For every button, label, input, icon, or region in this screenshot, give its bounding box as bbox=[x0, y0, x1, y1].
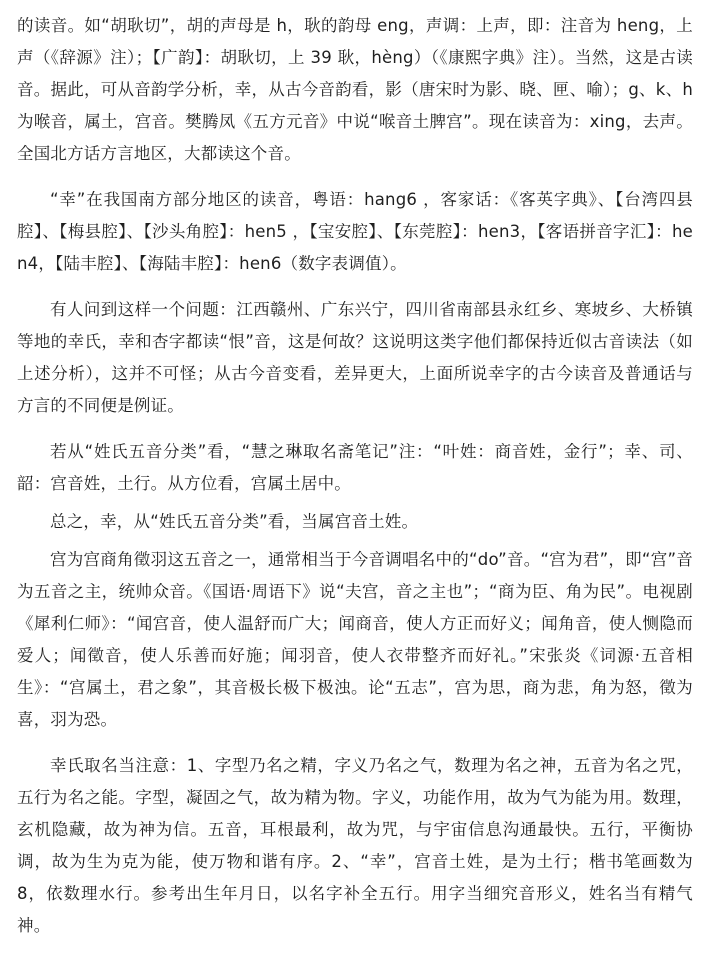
paragraph-naming-advice: 幸氏取名当注意：1、字型乃名之精，字义乃名之气，数理为名之神，五音为名之咒，五行为名之能。字型，凝固之气，故为精为物。字义，功能作用，故为气为能为用。数理，玄机隐藏，故为神为信。五音，耳根最利，故为咒，与宇宙信息沟通最快。五行，平衡协调，故为生为克为能，使万物和谐有序。2、“幸”，宫音土姓，是为土行；楷书笔画数为 8，依数理水行。参考出生年月日，以名字补全五行。用字当细究音形义，姓名当有精气神。 bbox=[17, 756, 693, 935]
paragraph-gu-reading: 的读音。如“胡耿切”，胡的声母是 h，耿的韵母 eng，声调：上声，即：注音为 heng，上声（《辞源》注）；【广韵】：胡耿切，上 39 耿，hèng）（《康熙字典》注）。当然，这是古读音。据此，可从音韵学分析，幸，从古今音韵看，影（唐宋时为影、晓、匣、喻）；g、k、h 为喉音，属土，宫音。樊腾凤《五方元音》中说“喉音土脾宫”。现在读音为：xing，去声。全国北方话方言地区，大都读这个音。 bbox=[17, 16, 693, 163]
paragraph-southern-dialects: “幸”在我国南方部分地区的读音，粤语：hang6 ，客家话：《客英字典》、【台湾四县腔】、【梅县腔】、【沙头角腔】：hen5 ，【宝安腔】、【东莞腔】：hen3，【客语拼音字汇】：hen4，【陆丰腔】、【海陆丰腔】：hen6（数字表调值）。 bbox=[17, 190, 693, 273]
paragraph-gong-tone: 宫为宫商角徵羽这五音之一，通常相当于今音调唱名中的“do”音。“宫为君”，即“宫”音为五音之主，统帅众音。《国语·周语下》说“夫宫，音之主也”；“商为臣、角为民”。电视剧《犀利仁师》：“闻宫音，使人温舒而广大；闻商音，使人方正而好义；闻角音，使人恻隐而爱人；闻徵音，使人乐善而好施；闻羽音，使人衣带整齐而好礼。”宋张炎《词源·五音相生》：“宫属土，君之象”，其音极长极下极浊。论“五志”，宫为思，商为悲，角为怒，徵为喜，羽为恐。 bbox=[17, 550, 693, 729]
paragraph-five-tones-classification: 若从“姓氏五音分类”看，“慧之琳取名斋笔记”注：“叶姓：商音姓，金行”；幸、司、韶：宫音姓，土行。从方位看，宫属土居中。 bbox=[17, 442, 693, 493]
paragraph-conclusion: 总之，幸，从“姓氏五音分类”看，当属宫音土姓。 bbox=[50, 512, 419, 531]
paragraph-hen-pronunciation: 有人问到这样一个问题：江西赣州、广东兴宁，四川省南部县永红乡、寒坡乡、大桥镇等地的幸氏，幸和杏字都读“恨”音，这是何故？这说明这类字他们都保持近似古音读法（如上述分析），这并不可怪；从古今音变看，差异更大，上面所说幸字的古今读音及普通话与方言的不同便是例证。 bbox=[17, 300, 693, 415]
